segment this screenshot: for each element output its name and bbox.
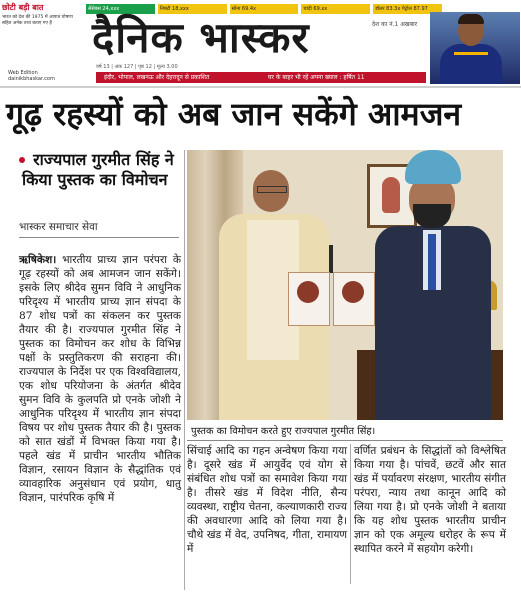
article-subhead <box>22 150 182 190</box>
person-right <box>367 150 497 420</box>
glasses-icon <box>257 186 287 193</box>
player-jersey <box>440 44 502 84</box>
ticker-item: सोना 69.4x <box>230 4 299 14</box>
newspaper-logo: दैनिक भास्कर <box>92 13 310 62</box>
book-cover-art <box>297 281 319 303</box>
chhoti-badi-baat-box <box>2 2 80 80</box>
tie <box>428 234 436 290</box>
article-headline: गूढ़ रहस्यों को अब जान सकेंगे आमजन <box>6 95 462 133</box>
web-url: dainikbhaskar.com <box>8 76 55 82</box>
photo-caption: पुस्तक का विमोचन करते हुए राज्यपाल गुरमीत सिंह। <box>187 422 503 441</box>
red-info-bar <box>96 72 426 83</box>
book-copy <box>333 272 375 326</box>
column-divider <box>350 444 351 584</box>
player-hair <box>458 14 484 24</box>
masthead <box>0 0 521 88</box>
edition-line: वर्ष 13 | अंक 127 | पृष्ठ 12 | मूल्य 3.00 <box>96 64 178 70</box>
article-column-1 <box>19 253 181 505</box>
subhead-text: राज्यपाल गुरमीत सिंह ने किया पुस्तक का विमोचन <box>22 150 174 189</box>
cricketer-photo <box>430 12 520 84</box>
tagline: देश का नं.1 अखबार <box>372 21 418 28</box>
article-column-2: सिंचाई आदि का गहन अन्वेषण किया गया है। दूसरे खंड में आयुर्वेद एवं योग से संबंधित शोध पत्रों का समावेश किया गया है। तीसरे खंड में विदेश नीति, सैन्य व्यवस्था, राष्ट्रीय चेतना, कल्याणकारी राज्य की अवधारणा आदि को लिया गया है। चौथे खंड में वेद, उपनिषद, गीता, रामायण में <box>187 445 347 555</box>
turban <box>405 150 461 184</box>
dateline: ऋषिकेश। <box>19 254 57 266</box>
ticker-item: निफ्टी 18,xxx <box>158 4 227 14</box>
article-column-3: वर्णित प्रबंधन के सिद्धांतों को विश्लेषित किया गया है। पांचवें, छटवें और सात खंड में पर्यावरण संरक्षण, भारतीय संगीत परंपरा, न्याय तथा कानून आदि को लिया गया है। प्रो एनके जोशी ने बताया कि यह शोध पुस्तक भारतीय प्राचीन ज्ञान को एक अमूल्य धरोहर के रूप में स्थापित करने में सहयोग करेगी। <box>354 445 506 555</box>
book-cover-art <box>342 281 364 303</box>
column-1-text: भारतीय प्राच्य ज्ञान परंपरा के गूढ़ रहस्यों को अब आमजन जान सकेंगे। इसके लिए श्रीदेव सुमन विवि ने आधुनिक परिदृश्य में भारतीय प्राच्य ज्ञान संपदा के 87 शोध पत्रों का संकलन कर पुस्तक तैयार की है। राज्यपाल गुरमीत सिंह ने पुस्तक का विमोचन कर शोध के विभिन्न पक्षों के प्रस्तुतिकरण की सराहना की। राज्यपाल के निर्देश पर एक विश्वविद्यालय, एक शोध परियोजना के अंतर्गत श्रीदेव सुमन विवि के कुलपति प्रो एनके जोशी ने आधुनिक परिदृश्य में भारतीय ज्ञान संपदा विषय पर शोध पुस्तक तैयार की है। पुस्तक को सात खंडों में विभक्त किया गया है। पहले खंड में प्राचीन भारतीय भौतिक विज्ञान, रसायन विज्ञान के सैद्धांतिक एवं व्यावहारिक अनुसंधान एवं प्रयोग, धातु विज्ञान, पारंपरिक कृषि में <box>19 254 181 504</box>
byline: भास्कर समाचार सेवा <box>19 220 179 238</box>
redbar-right: घर के बाहर भी रहें अपना ख्याल : हर्षित 11 <box>268 74 365 81</box>
beard <box>413 204 451 228</box>
ticker-item: सेंसेक्स 24,xxx <box>86 4 155 14</box>
jersey-stripe <box>454 52 488 55</box>
ticker-item: डॉलर 83.3x पेट्रोल 87.97 <box>373 4 442 14</box>
book-copy <box>288 272 330 326</box>
article-photo <box>187 150 503 420</box>
column-divider <box>184 150 185 590</box>
redbar-left: इंदौर, भोपाल, लखनऊ और देहरादून से प्रकाशित <box>104 74 210 81</box>
ticker-item: चांदी 69.xx <box>301 4 370 14</box>
web-edition: Web Edition <box>8 70 38 76</box>
chhoti-body: भारत को देश की 1975 में आपात घोषणा सहित अनेक तथ्य बताए गए हैं <box>2 15 73 26</box>
chhoti-title: छोटी बड़ी बात <box>2 3 44 12</box>
